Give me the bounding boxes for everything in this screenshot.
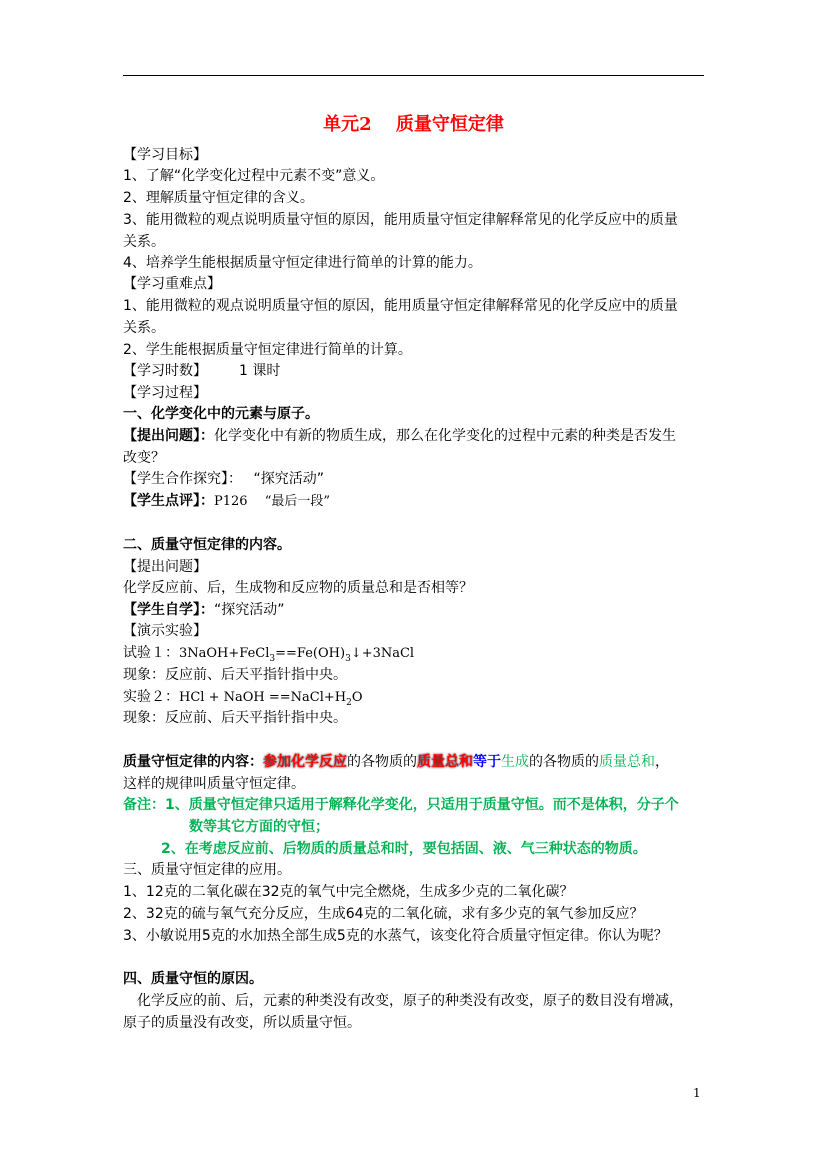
exp1-sub2: 3 — [345, 653, 351, 664]
page-number: 1 — [693, 1086, 701, 1100]
law-part-equals: 等于 — [473, 754, 501, 770]
law-statement — [123, 751, 669, 773]
exp2-eq-a: HCl + NaOH ==NaCl+H — [179, 690, 347, 705]
exp1-eq-a: 3NaOH+FeCl — [179, 646, 270, 661]
section1-question — [123, 425, 676, 447]
exp1-sub1: 3 — [269, 653, 276, 664]
comment-text: P126 “最后一段” — [214, 494, 330, 509]
hours-value: 1 课时 — [239, 363, 281, 379]
observation-2: 现象：反应前、后天平指针指中央。 — [123, 710, 347, 726]
selfstudy-label: 【学生自学】： — [123, 602, 214, 618]
section2-selfstudy — [123, 599, 285, 621]
law-part-reactants: 参加化学反应 — [263, 754, 347, 770]
section1-comment — [123, 490, 330, 513]
section3-heading: 三、质量守恒定律的应用。 — [123, 862, 291, 878]
law-label: 质量守恒定律的内容： — [123, 754, 263, 770]
comment-label: 【学生点评】： — [123, 493, 214, 509]
keypoint-1-cont: 关系。 — [123, 320, 165, 336]
section2-q-label: 【提出问题】 — [123, 559, 207, 575]
law-part-products: 生成 — [501, 754, 529, 770]
law-part-8: ， — [655, 754, 669, 770]
page-title: 单元2 质量守恒定律 — [323, 114, 504, 135]
header-rule — [123, 75, 704, 76]
selfstudy-text: “探究活动” — [214, 602, 285, 618]
question-label: 【提出问题】： — [123, 428, 214, 444]
note-1-cont: 数等其它方面的守恒； — [189, 819, 329, 835]
objective-1: 1、了解“化学变化过程中元素不变”意义。 — [123, 168, 385, 184]
section1-heading: 一、化学变化中的元素与原子。 — [123, 406, 319, 422]
question-text: 化学变化中有新的物质生成，那么在化学变化的过程中元素的种类是否发生 — [214, 428, 676, 444]
hours-line — [123, 360, 280, 382]
law-part-mass-sum-2: 质量总和 — [599, 754, 655, 770]
exp2-sub: 2 — [346, 697, 352, 708]
section2-heading: 二、质量守恒定律的内容。 — [123, 537, 291, 553]
section1-question-cont: 改变？ — [123, 450, 165, 466]
process-header: 【学习过程】 — [123, 385, 207, 401]
section1-coop: 【学生合作探究】： “探究活动” — [123, 471, 324, 487]
keypoints-header: 【学习重难点】 — [123, 276, 221, 292]
application-q1: 1、12克的二氧化碳在32克的氧气中完全燃烧，生成多少克的二氧化碳？ — [123, 884, 574, 900]
observation-1: 现象：反应前、后天平指针指中央。 — [123, 667, 347, 683]
exp2-eq-b: O — [351, 690, 363, 705]
hours-label: 【学习时数】 — [123, 363, 207, 379]
note-1: 备注：1、质量守恒定律只适用于解释化学变化，只适用于质量守恒。而不是体积，分子个 — [123, 797, 679, 813]
exp1-eq-c: ↓+3NaCl — [350, 646, 415, 661]
objective-4: 4、培养学生能根据质量守恒定律进行简单的计算的能力。 — [123, 255, 482, 271]
law-line2: 这样的规律叫质量守恒定律。 — [123, 776, 305, 792]
keypoint-1: 1、能用微粒的观点说明质量守恒的原因，能用质量守恒定律解释常见的化学反应中的质量 — [123, 298, 678, 314]
section4-para-2: 原子的质量没有改变，所以质量守恒。 — [123, 1015, 361, 1031]
application-q3: 3、小敏说用5克的水加热全部生成5克的水蒸气，该变化符合质量守恒定律。你认为呢？ — [123, 928, 668, 944]
note-2: 2、在考虑反应前、后物质的质量总和时，要包括固、液、气三种状态的物质。 — [161, 841, 647, 857]
law-part-6: 的各物质的 — [529, 754, 599, 770]
objectives-header: 【学习目标】 — [123, 147, 207, 163]
objective-3: 3、能用微粒的观点说明质量守恒的原因，能用质量守恒定律解释常见的化学反应中的质量 — [123, 212, 678, 228]
section4-para-1: 化学反应的前、后，元素的种类没有改变，原子的种类没有改变，原子的数目没有增减， — [123, 993, 683, 1009]
law-part-mass-sum: 质量总和 — [417, 754, 473, 770]
objective-3-cont: 关系。 — [123, 234, 165, 250]
keypoint-2: 2、学生能根据质量守恒定律进行简单的计算。 — [123, 342, 412, 358]
section2-demo: 【演示实验】 — [123, 623, 207, 639]
exp1-label: 试验１： — [123, 645, 179, 661]
objective-2: 2、理解质量守恒定律的含义。 — [123, 190, 314, 206]
section4-heading: 四、质量守恒的原因。 — [123, 971, 263, 987]
law-part-2: 的各物质的 — [347, 754, 417, 770]
section2-q-text: 化学反应前、后，生成物和反应物的质量总和是否相等？ — [123, 580, 473, 596]
application-q2: 2、32克的硫与氧气充分反应，生成64克的二氧化硫，求有多少克的氧气参加反应？ — [123, 906, 644, 922]
exp2-label: 实验２： — [123, 689, 179, 705]
exp1-eq-b: ==Fe(OH) — [275, 646, 346, 661]
